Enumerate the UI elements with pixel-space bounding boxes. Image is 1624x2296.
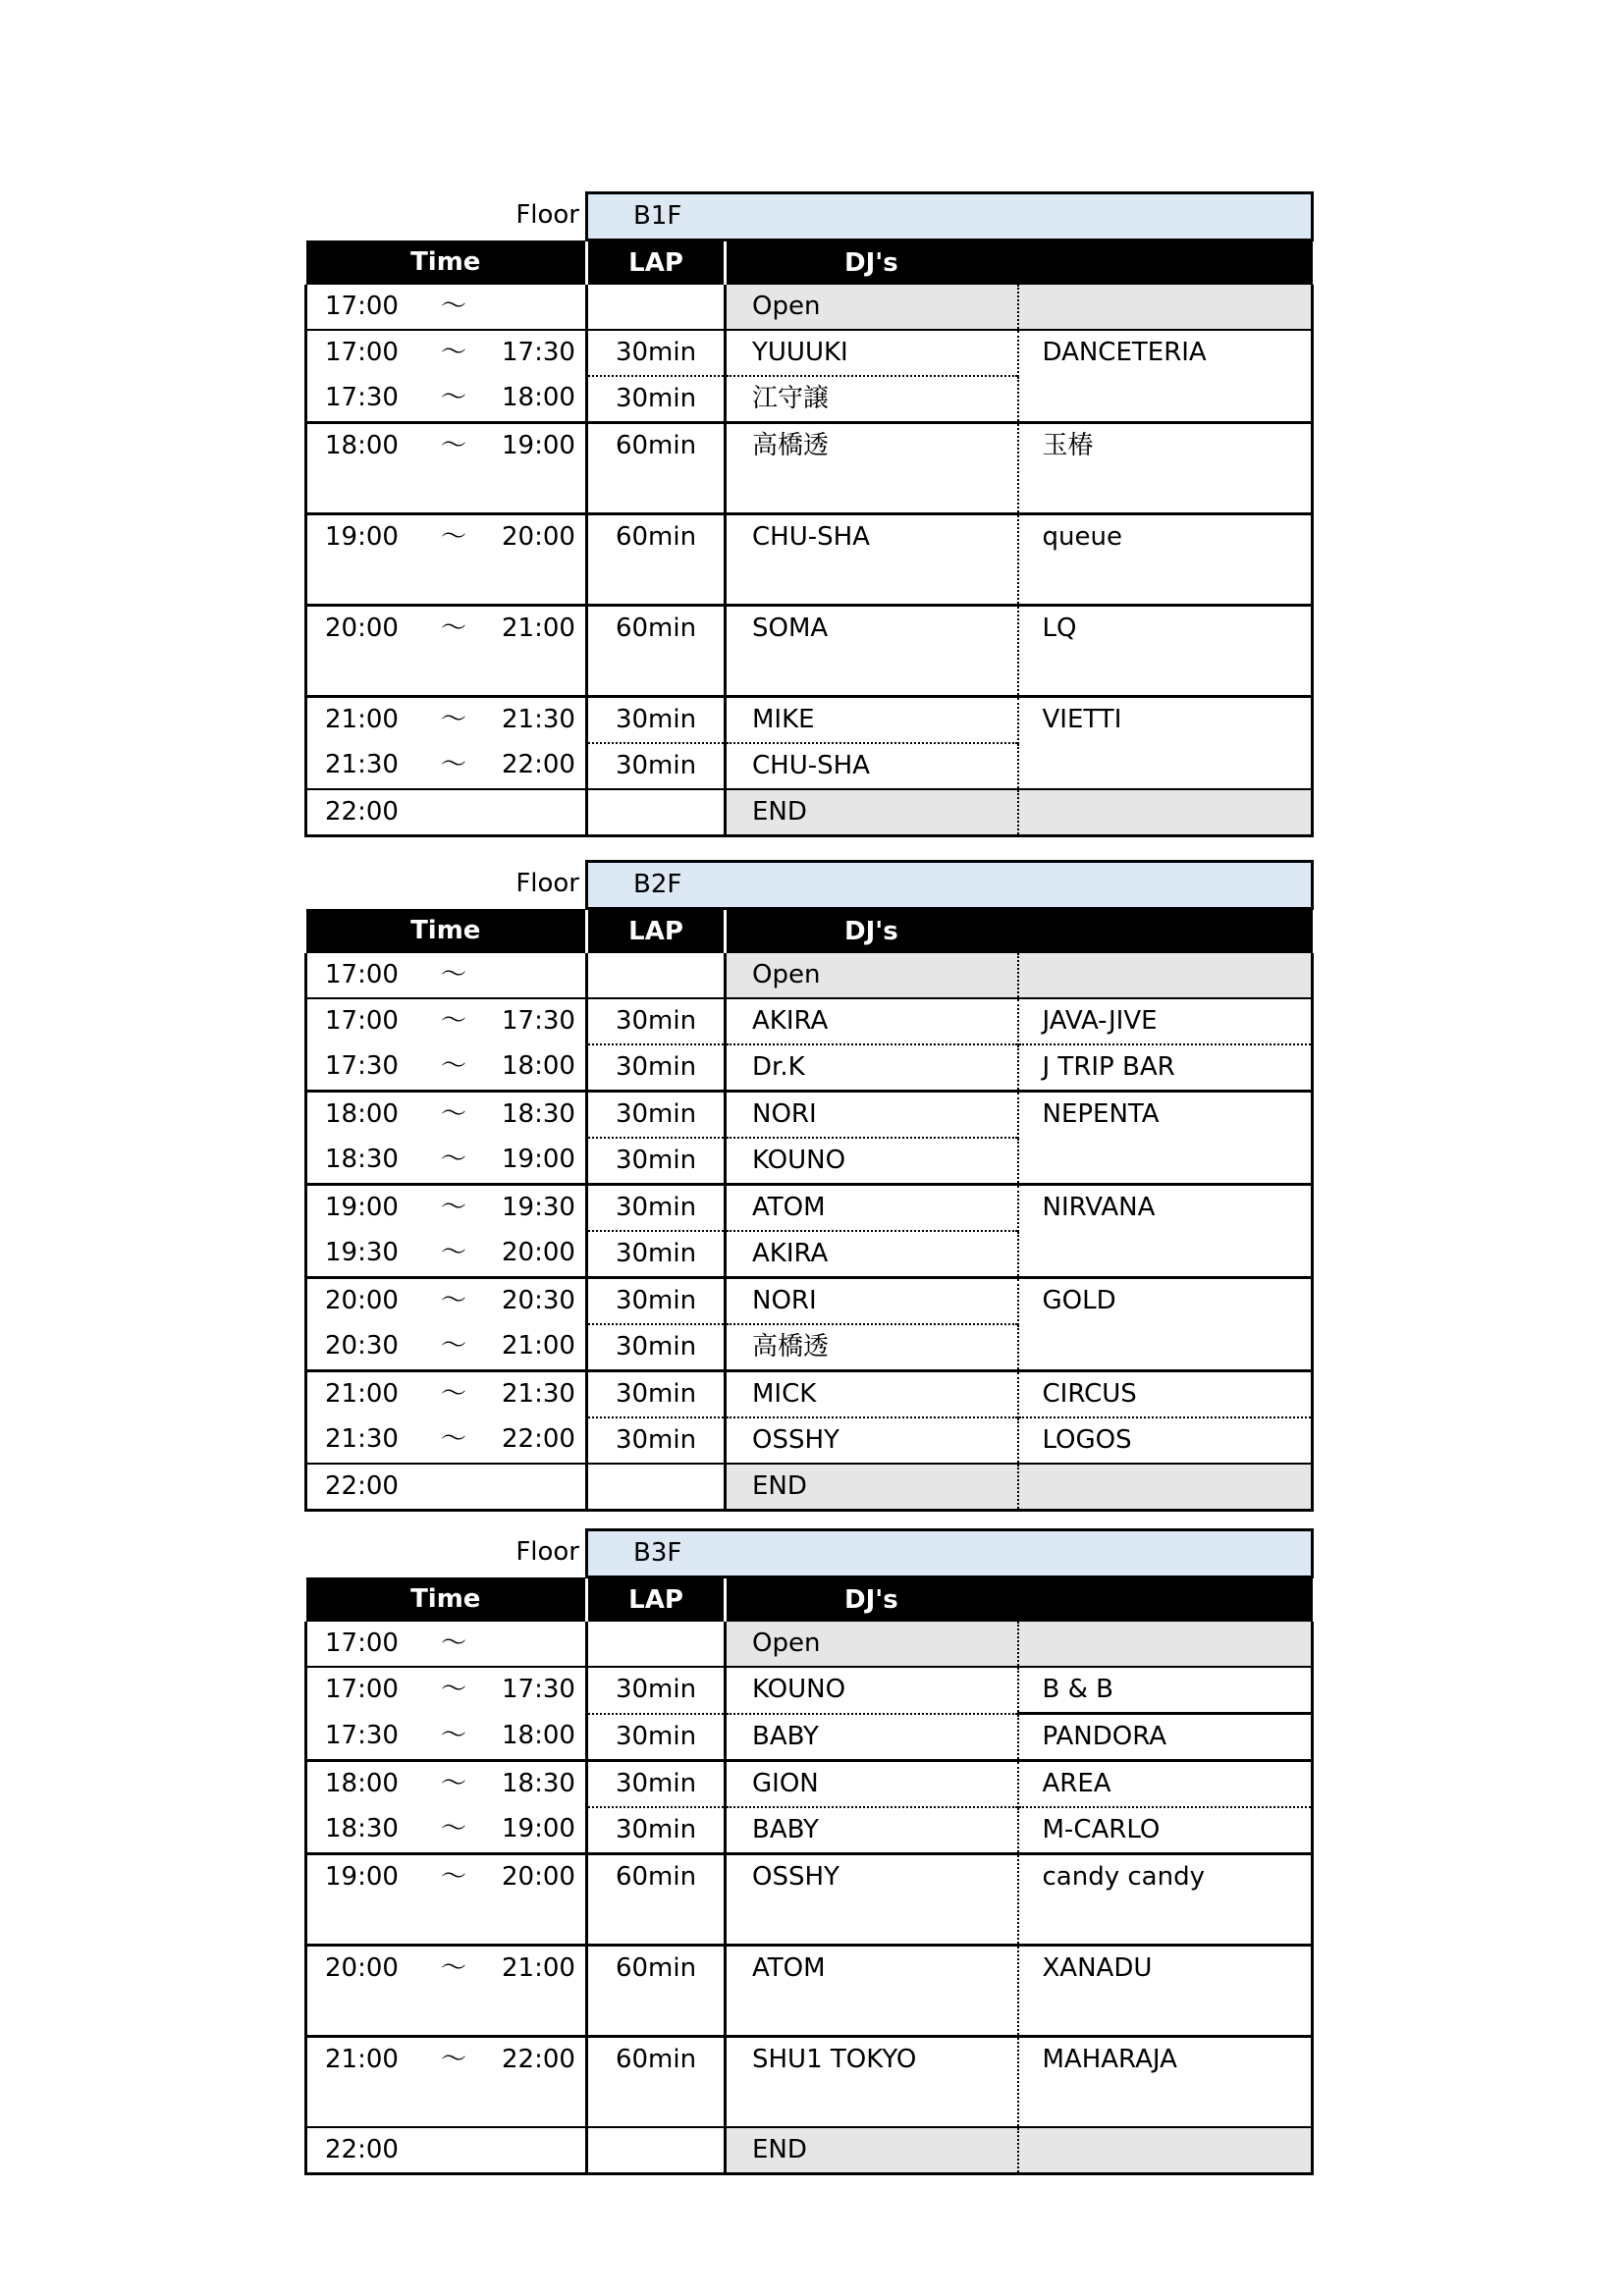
floor-name: B3F (587, 1530, 1313, 1577)
end-time: 21:00 (502, 1331, 575, 1361)
column-header-time: Time (306, 240, 587, 286)
column-header-lap: LAP (587, 1577, 726, 1623)
end-time: 19:00 (502, 1814, 575, 1843)
dj-name: 高橋透 (726, 1324, 1018, 1371)
tilde-separator: ～ (441, 383, 467, 412)
dj-name: Open (726, 953, 1018, 998)
start-time: 17:30 (325, 1720, 399, 1750)
time-cell (306, 1464, 587, 1511)
dj-name: SOMA (726, 606, 1018, 697)
tilde-separator: ～ (441, 1145, 467, 1174)
lap-cell: 30min (587, 376, 726, 423)
venue-name: LOGOS (1018, 1417, 1313, 1464)
dj-name: ATOM (726, 1185, 1018, 1232)
lap-cell: 60min (587, 423, 726, 514)
dj-name: Open (726, 285, 1018, 330)
schedule-row (306, 1092, 1313, 1139)
end-time: 20:00 (502, 1238, 575, 1267)
end-time: 18:30 (502, 1769, 575, 1798)
floor-label: Floor (515, 1536, 579, 1567)
dj-name: OSSHY (726, 1854, 1018, 1946)
tilde-separator: ～ (441, 705, 467, 734)
time-cell (306, 1231, 587, 1278)
start-time: 17:00 (325, 1006, 399, 1036)
lap-cell (587, 2127, 726, 2174)
tilde-separator: ～ (441, 2045, 467, 2074)
time-cell (306, 953, 587, 998)
schedule-row (306, 953, 1313, 998)
time-cell (306, 998, 587, 1044)
tilde-separator: ～ (441, 960, 467, 989)
start-time: 17:00 (325, 1675, 399, 1704)
end-time: 18:00 (502, 1051, 575, 1081)
tilde-separator: ～ (441, 1814, 467, 1843)
venue-name: JAVA-JIVE (1018, 998, 1313, 1044)
dj-name: GION (726, 1761, 1018, 1808)
tilde-separator: ～ (441, 614, 467, 643)
venue-name: B & B (1018, 1667, 1313, 1714)
tilde-separator: ～ (441, 292, 467, 321)
time-cell (306, 2127, 587, 2174)
schedule-row (306, 1044, 1313, 1092)
time-cell (306, 1854, 587, 1946)
tilde-separator: ～ (441, 1424, 467, 1454)
time-cell (306, 330, 587, 376)
time-cell (306, 1667, 587, 1714)
start-time: 17:30 (325, 383, 399, 412)
venue-name (1018, 285, 1313, 330)
start-time: 21:00 (325, 705, 399, 734)
start-time: 18:30 (325, 1814, 399, 1843)
schedule-row (306, 1278, 1313, 1325)
lap-cell: 30min (587, 1714, 726, 1761)
time-cell (306, 1761, 587, 1808)
lap-cell: 60min (587, 1854, 726, 1946)
dj-name: CHU-SHA (726, 514, 1018, 606)
tilde-separator: ～ (441, 1238, 467, 1267)
tilde-separator: ～ (441, 1675, 467, 1704)
column-header-time: Time (306, 1577, 587, 1623)
venue-name (1018, 953, 1313, 998)
dj-name: BABY (726, 1714, 1018, 1761)
lap-cell (587, 1622, 726, 1667)
dj-name: CHU-SHA (726, 743, 1018, 789)
time-cell (306, 606, 587, 697)
schedule-row (306, 1667, 1313, 1714)
schedule-row (306, 1371, 1313, 1418)
start-time: 20:00 (325, 1286, 399, 1315)
floor-label: Floor (515, 199, 579, 230)
column-header-lap: LAP (587, 240, 726, 286)
column-header-djs: DJ's (726, 909, 1313, 954)
end-time: 18:00 (502, 383, 575, 412)
column-header-djs: DJ's (726, 240, 1313, 286)
lap-cell: 30min (587, 1044, 726, 1092)
dj-name: END (726, 789, 1018, 836)
start-time: 21:30 (325, 750, 399, 779)
time-cell (306, 1138, 587, 1185)
venue-name (1018, 789, 1313, 836)
schedule-row (306, 514, 1313, 606)
lap-cell: 30min (587, 1761, 726, 1808)
tilde-separator: ～ (441, 1286, 467, 1315)
column-header-time: Time (306, 909, 587, 954)
start-time: 21:00 (325, 2045, 399, 2074)
start-time: 18:00 (325, 1769, 399, 1798)
lap-cell: 60min (587, 606, 726, 697)
tilde-separator: ～ (441, 1862, 467, 1892)
lap-cell: 30min (587, 1667, 726, 1714)
dj-name: ATOM (726, 1946, 1018, 2037)
start-time: 17:30 (325, 1051, 399, 1081)
schedule-row (306, 423, 1313, 514)
end-time: 20:30 (502, 1286, 575, 1315)
venue-name (1018, 1464, 1313, 1511)
time-cell (306, 1092, 587, 1139)
time-cell (306, 1044, 587, 1092)
tilde-separator: ～ (441, 1629, 467, 1658)
start-time: 19:00 (325, 1862, 399, 1892)
column-header-lap: LAP (587, 909, 726, 954)
floor-schedule-table (304, 191, 1314, 837)
lap-cell: 30min (587, 1138, 726, 1185)
time-cell (306, 1622, 587, 1667)
start-time: 18:30 (325, 1145, 399, 1174)
schedule-row (306, 1417, 1313, 1464)
time-cell (306, 789, 587, 836)
end-time: 18:00 (502, 1720, 575, 1750)
end-time: 20:00 (502, 522, 575, 552)
floor-name: B1F (587, 193, 1313, 240)
time-cell (306, 285, 587, 330)
end-time: 21:00 (502, 1953, 575, 1983)
schedule-row (306, 1854, 1313, 1946)
schedule-row (306, 606, 1313, 697)
time-cell (306, 1278, 587, 1325)
end-time: 22:00 (502, 750, 575, 779)
schedule-row (306, 1464, 1313, 1511)
start-time: 20:00 (325, 1953, 399, 1983)
start-time: 19:30 (325, 1238, 399, 1267)
lap-cell: 30min (587, 330, 726, 376)
tilde-separator: ～ (441, 1720, 467, 1750)
tilde-separator: ～ (441, 522, 467, 552)
time-cell (306, 1324, 587, 1371)
start-time: 21:30 (325, 1424, 399, 1454)
end-time: 19:00 (502, 431, 575, 460)
dj-name: MICK (726, 1371, 1018, 1418)
schedule-row (306, 998, 1313, 1044)
time-cell (306, 514, 587, 606)
lap-cell (587, 953, 726, 998)
schedule-row (306, 2127, 1313, 2174)
start-time: 17:00 (325, 1629, 399, 1658)
tilde-separator: ～ (441, 1099, 467, 1129)
schedule-row (306, 697, 1313, 744)
time-cell (306, 2037, 587, 2128)
schedule-row (306, 2037, 1313, 2128)
dj-name: KOUNO (726, 1667, 1018, 1714)
lap-cell: 30min (587, 998, 726, 1044)
start-time: 20:30 (325, 1331, 399, 1361)
start-time: 19:00 (325, 522, 399, 552)
venue-name: VIETTI (1018, 697, 1313, 790)
start-time: 19:00 (325, 1193, 399, 1222)
end-time: 19:00 (502, 1145, 575, 1174)
end-time: 20:00 (502, 1862, 575, 1892)
dj-name: 高橋透 (726, 423, 1018, 514)
venue-name: queue (1018, 514, 1313, 606)
dj-name: MIKE (726, 697, 1018, 744)
end-time: 18:30 (502, 1099, 575, 1129)
lap-cell: 60min (587, 2037, 726, 2128)
lap-cell (587, 285, 726, 330)
start-time: 18:00 (325, 1099, 399, 1129)
lap-cell: 30min (587, 1092, 726, 1139)
dj-name: BABY (726, 1807, 1018, 1854)
start-time: 22:00 (325, 1471, 399, 1501)
start-time: 17:00 (325, 960, 399, 989)
lap-cell: 30min (587, 743, 726, 789)
time-cell (306, 1371, 587, 1418)
venue-name (1018, 1622, 1313, 1667)
start-time: 22:00 (325, 797, 399, 827)
end-time: 17:30 (502, 338, 575, 367)
schedule-row (306, 1622, 1313, 1667)
column-header-djs: DJ's (726, 1577, 1313, 1623)
lap-cell: 30min (587, 1231, 726, 1278)
time-cell (306, 1185, 587, 1232)
schedule-row (306, 1714, 1313, 1761)
floor-label: Floor (515, 868, 579, 898)
venue-name: J TRIP BAR (1018, 1044, 1313, 1092)
start-time: 18:00 (325, 431, 399, 460)
venue-name: candy candy (1018, 1854, 1313, 1946)
lap-cell: 30min (587, 1417, 726, 1464)
lap-cell: 60min (587, 1946, 726, 2037)
time-cell (306, 1417, 587, 1464)
lap-cell: 30min (587, 1278, 726, 1325)
venue-name: M-CARLO (1018, 1807, 1313, 1854)
lap-cell: 30min (587, 697, 726, 744)
schedule-row (306, 1185, 1313, 1232)
dj-name: NORI (726, 1092, 1018, 1139)
end-time: 21:00 (502, 614, 575, 643)
venue-name (1018, 2127, 1313, 2174)
dj-name: NORI (726, 1278, 1018, 1325)
lap-cell (587, 789, 726, 836)
time-cell (306, 697, 587, 744)
floor-schedule-table (304, 860, 1314, 1512)
time-cell (306, 1714, 587, 1761)
end-time: 22:00 (502, 2045, 575, 2074)
dj-name: SHU1 TOKYO (726, 2037, 1018, 2128)
dj-name: OSSHY (726, 1417, 1018, 1464)
time-cell (306, 743, 587, 789)
dj-name: YUUUKI (726, 330, 1018, 376)
start-time: 17:00 (325, 292, 399, 321)
tilde-separator: ～ (441, 1953, 467, 1983)
tilde-separator: ～ (441, 1331, 467, 1361)
tilde-separator: ～ (441, 338, 467, 367)
end-time: 22:00 (502, 1424, 575, 1454)
time-cell (306, 1946, 587, 2037)
venue-name: DANCETERIA (1018, 330, 1313, 423)
time-cell (306, 423, 587, 514)
schedule-row (306, 1761, 1313, 1808)
end-time: 21:30 (502, 1379, 575, 1409)
tilde-separator: ～ (441, 431, 467, 460)
venue-name: CIRCUS (1018, 1371, 1313, 1418)
venue-name: 玉椿 (1018, 423, 1313, 514)
lap-cell: 30min (587, 1185, 726, 1232)
venue-name: NIRVANA (1018, 1185, 1313, 1278)
schedule-row (306, 789, 1313, 836)
lap-cell: 60min (587, 514, 726, 606)
dj-name: AKIRA (726, 998, 1018, 1044)
tilde-separator: ～ (441, 750, 467, 779)
floor-name: B2F (587, 862, 1313, 909)
start-time: 22:00 (325, 2135, 399, 2164)
tilde-separator: ～ (441, 1379, 467, 1409)
dj-name: Open (726, 1622, 1018, 1667)
end-time: 17:30 (502, 1006, 575, 1036)
schedule-row (306, 1946, 1313, 2037)
start-time: 17:00 (325, 338, 399, 367)
schedule-row (306, 1807, 1313, 1854)
dj-name: END (726, 2127, 1018, 2174)
venue-name: NEPENTA (1018, 1092, 1313, 1185)
venue-name: GOLD (1018, 1278, 1313, 1371)
lap-cell: 30min (587, 1371, 726, 1418)
end-time: 21:30 (502, 705, 575, 734)
dj-name: 江守譲 (726, 376, 1018, 423)
end-time: 19:30 (502, 1193, 575, 1222)
dj-name: AKIRA (726, 1231, 1018, 1278)
tilde-separator: ～ (441, 1193, 467, 1222)
dj-name: KOUNO (726, 1138, 1018, 1185)
lap-cell: 30min (587, 1324, 726, 1371)
lap-cell (587, 1464, 726, 1511)
lap-cell: 30min (587, 1807, 726, 1854)
venue-name: LQ (1018, 606, 1313, 697)
venue-name: XANADU (1018, 1946, 1313, 2037)
time-cell (306, 376, 587, 423)
end-time: 17:30 (502, 1675, 575, 1704)
venue-name: PANDORA (1018, 1714, 1313, 1761)
schedule-row (306, 285, 1313, 330)
tilde-separator: ～ (441, 1769, 467, 1798)
tilde-separator: ～ (441, 1051, 467, 1081)
time-cell (306, 1807, 587, 1854)
venue-name: AREA (1018, 1761, 1313, 1808)
schedule-row (306, 330, 1313, 376)
dj-name: Dr.K (726, 1044, 1018, 1092)
start-time: 20:00 (325, 614, 399, 643)
floor-schedule-table (304, 1528, 1314, 2175)
tilde-separator: ～ (441, 1006, 467, 1036)
venue-name: MAHARAJA (1018, 2037, 1313, 2128)
start-time: 21:00 (325, 1379, 399, 1409)
dj-name: END (726, 1464, 1018, 1511)
